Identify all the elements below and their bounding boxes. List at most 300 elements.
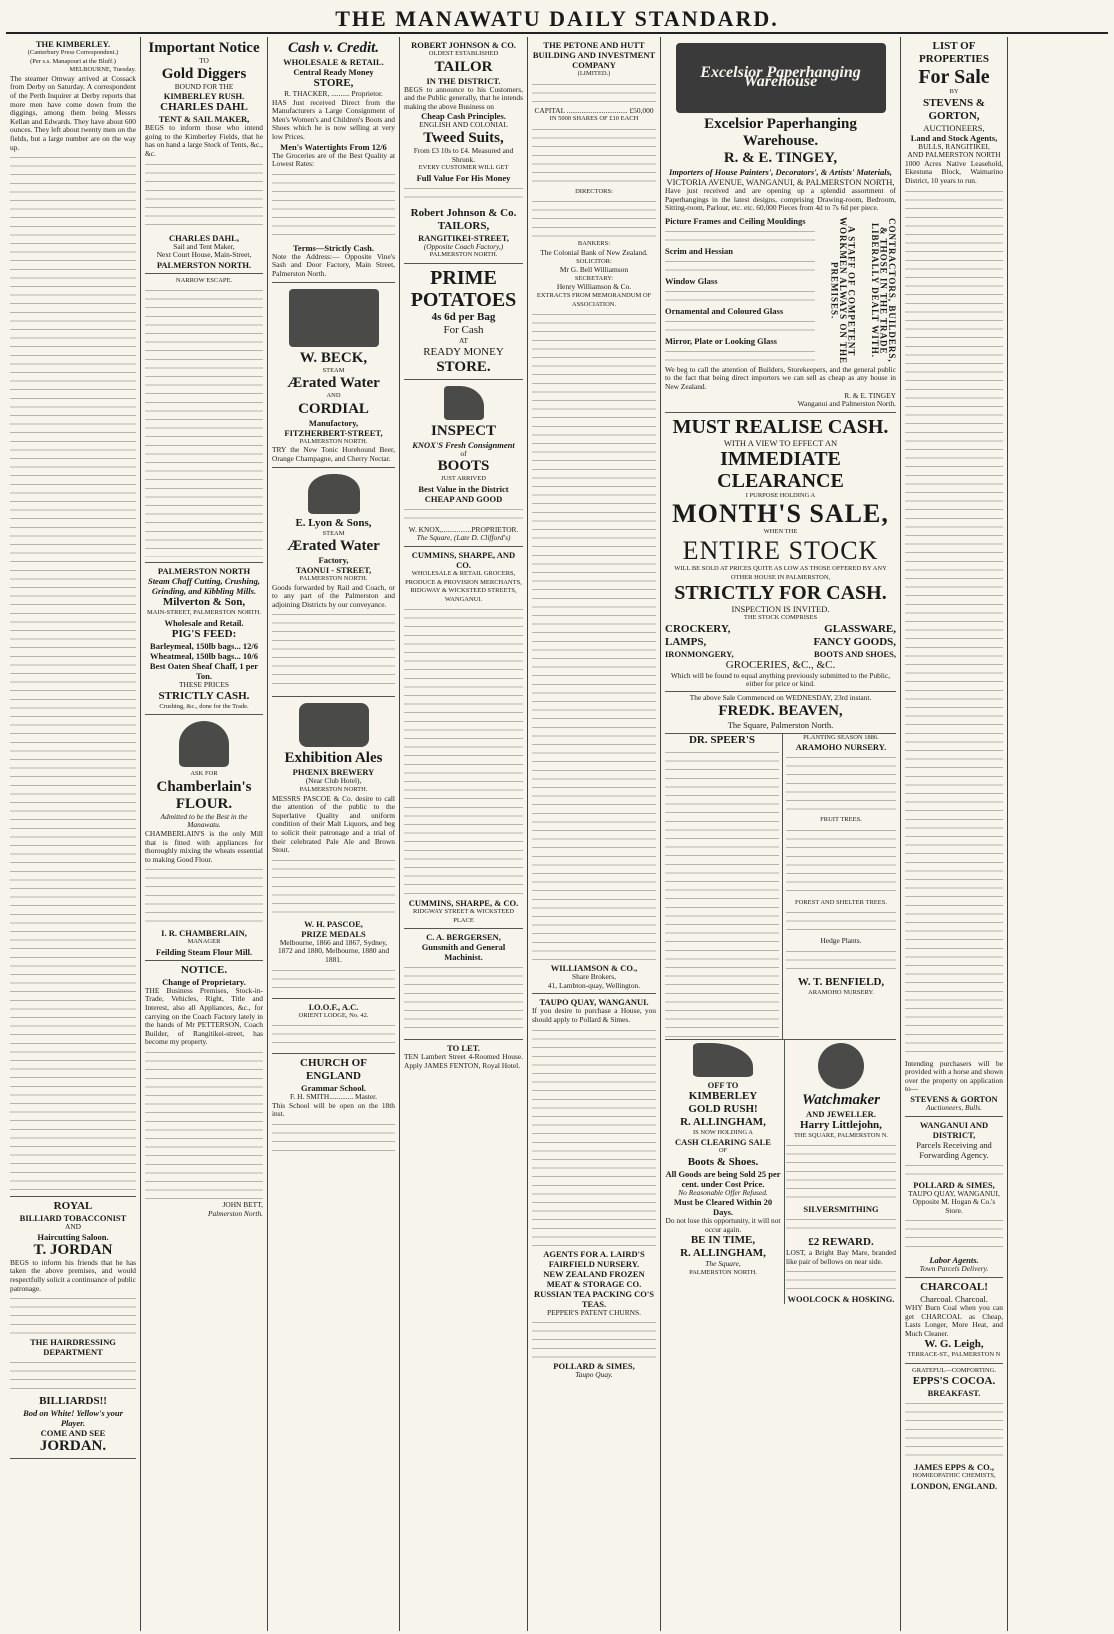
speer-title: DR. SPEER'S: [688, 733, 756, 746]
beaven-row-1: [665, 623, 896, 636]
epps-grateful: GRATEFUL—COMFORTING.: [912, 1366, 996, 1374]
allingham-town: PALMERSTON NORTH.: [689, 1269, 757, 1277]
petone-solicitor-name: Mr G. Bell Williamson: [559, 265, 629, 275]
lyon-taonui: TAONUI - STREET,: [295, 565, 372, 576]
chamberlain-name: I. R. CHAMBERLAIN,: [161, 928, 247, 939]
beaven-glassware: GLASSWARE,: [824, 622, 896, 635]
notice-change: Change of Proprietary.: [162, 976, 246, 987]
bergersen-ad: [404, 929, 523, 1040]
milverton-crushing: Crushing, &c., done for the Trade.: [159, 702, 249, 710]
notice-town: Palmerston North.: [207, 1208, 263, 1218]
tingey-ad: [665, 37, 896, 413]
jordan-body: BEGS to inform his friends that he has taken the above premises, and would respectfully solicit a continuance of public patronage.: [10, 1257, 136, 1293]
beck-try: TRY the New Tonic Horehound Beer, Orange Champagne, and Cherry Nectar.: [272, 445, 395, 463]
clock-illustration: [818, 1043, 864, 1089]
beaven-commenced: The above Sale Commenced on WEDNESDAY, 23rd instant.: [689, 692, 872, 702]
beaven-ad: [665, 413, 896, 734]
epps-cocoa: EPPS'S COCOA.: [912, 1375, 996, 1388]
grammar-body: This School will be open on the 18th inst.: [272, 1100, 395, 1119]
epps-homeopathic: HOMŒOPATHIC CHEMISTS,: [912, 1472, 996, 1480]
jordan-ad: [10, 1196, 136, 1459]
pollard-russian: RUSSIAN TEA PACKING CO'S TEAS.: [534, 1288, 654, 1309]
charcoal-sub: Charcoal. Charcoal.: [920, 1293, 988, 1304]
milverton-strict: STRICTLY CASH.: [158, 689, 250, 702]
pollard-list: [532, 1027, 656, 1247]
allingham-kimberley: KIMBERLEY: [688, 1089, 758, 1102]
tingey-name: R. & E. TINGEY,: [723, 150, 838, 166]
column-7: [901, 37, 1008, 1631]
beaven-name: FREDK. BEAVEN,: [718, 702, 843, 719]
speer-text: [665, 749, 779, 1037]
tolet-heading: TO LET.: [447, 1043, 480, 1054]
jordan-title-3: Haircutting Saloon.: [37, 1231, 109, 1242]
thacker-prop: R. THACKER, .......... Proprietor.: [284, 89, 383, 98]
milverton-wholesale: Wholesale and Retail.: [164, 617, 244, 628]
johnson-oldest: OLDEST ESTABLISHED: [428, 50, 499, 57]
pascoe-text: [272, 857, 395, 917]
tingey-vertical-contractors: CONTRACTORS, BUILDERS, & THOSE IN THE TRADE LIBERALLY DEALT WITH.: [869, 218, 897, 364]
johnson-ad: [404, 37, 523, 264]
escape-heading: NARROW ESCAPE.: [175, 276, 233, 284]
tingey-scrim-text: [665, 258, 815, 274]
thacker-wr: WHOLESALE & RETAIL.: [283, 57, 384, 67]
johnson-street: RANGITIKEI-STREET,: [418, 232, 509, 243]
lyon-text: [272, 611, 395, 691]
benfield-fruit-text: [786, 827, 896, 897]
pascoe-phoenix: PHŒNIX BREWERY: [292, 767, 375, 778]
notice-text: [145, 1049, 263, 1199]
stevens-list: LIST OF PROPERTIES: [919, 40, 989, 65]
benfield-aramoho: ARAMOHO NURSERY.: [808, 988, 874, 996]
allingham-allgoods: All Goods are being Sold 25 per cent. under Cost Price.: [665, 1168, 781, 1189]
beaven-invited: INSPECTION IS INVITED.: [731, 604, 830, 615]
knox-addr: The Square, (Late D. Clifford's): [416, 533, 511, 543]
johnson-text: [404, 185, 523, 205]
article-byline: (Canterbury Press Correspondent.): [27, 49, 119, 56]
parcels-labour: Labor Agents.: [929, 1255, 979, 1266]
chamberlain-mill: Feilding Steam Flour Mill.: [155, 946, 253, 957]
jordan-dept-2: DEPARTMENT: [43, 1347, 103, 1358]
escape-article: [145, 274, 263, 564]
petone-sig-2: Share Brokers,: [572, 972, 616, 982]
charcoal-title: CHARCOAL!: [920, 1280, 988, 1293]
beck-and: AND: [326, 392, 341, 400]
grammar-text: [272, 1121, 395, 1155]
boot-illustration: [444, 386, 484, 420]
wheat-sheaf-illustration: [179, 721, 229, 767]
knox-boots: BOOTS: [437, 458, 490, 475]
reward-heading: £2 REWARD.: [808, 1236, 874, 1249]
tingey-addr: Wanganui and Palmerston North.: [797, 399, 896, 409]
jordan-title: ROYAL: [53, 1200, 93, 1213]
beck-town: PALMERSTON NORTH.: [299, 437, 368, 445]
tingey-lists: [665, 216, 896, 366]
milverton-head: PALMERSTON NORTH: [157, 566, 251, 577]
potatoes-store: STORE.: [436, 358, 491, 375]
beaven-row-3: [665, 649, 896, 659]
grammar-ad: [272, 1054, 395, 1160]
lyon-name: E. Lyon & Sons,: [295, 516, 372, 529]
parcels-opposite: Opposite M. Hogan & Co.'s Store.: [912, 1197, 996, 1215]
littlejohn-addr: THE SQUARE, PALMERSTON N.: [793, 1131, 889, 1139]
thacker-groceries: The Groceries are of the Best Quality at Lowest Rates:: [272, 150, 395, 169]
grammar-school: Grammar School.: [300, 1083, 366, 1094]
dahl-to: TO: [199, 56, 209, 65]
littlejohn-name: Harry Littlejohn,: [800, 1118, 882, 1131]
potatoes-forcash: For Cash: [443, 323, 484, 336]
chamberlain-text: [145, 866, 263, 926]
benfield-hedge-text: [786, 948, 896, 974]
beaven-iron: IRONMONGERY,: [665, 648, 734, 659]
dahl-gold: Gold Diggers: [161, 65, 247, 82]
potatoes-price: 4s 6d per Bag: [431, 310, 496, 323]
stevens-by: BY: [949, 88, 959, 95]
potatoes-title: POTATOES: [410, 288, 517, 311]
tingey-importers: Importers of House Painters', Decorators', & Artists' Materials,: [668, 167, 893, 177]
beck-aerated: Ærated Water: [287, 375, 380, 392]
dahl-bound: BOUND FOR THE: [174, 81, 234, 91]
knox-ad: [404, 380, 523, 547]
allingham-now: IS NOW HOLDING A: [692, 1128, 753, 1136]
epps-text: [905, 1400, 1003, 1460]
stevens-sig-sub: Auctioneers, Bulls.: [925, 1102, 983, 1112]
jordan-dept-text: [10, 1359, 136, 1393]
article-heading: THE KIMBERLEY.: [35, 39, 111, 49]
escape-text: [145, 287, 263, 557]
tingey-mirror: Mirror, Plate or Looking Glass: [665, 335, 777, 346]
lodge-name: I.O.O.F., A.C.: [308, 1001, 359, 1012]
johnson-tweeds-price: From £3 10s to £4. Measured and Shrunk.: [413, 145, 514, 164]
johnson-sig-2: TAILORS,: [437, 219, 490, 232]
chamberlain-mgr: MANAGER: [187, 938, 221, 946]
allingham-goldrush: GOLD RUSH!: [688, 1102, 758, 1115]
milverton-addr: MAIN-STREET, PALMERSTON NORTH.: [147, 609, 261, 617]
cummins-ad: [404, 547, 523, 930]
lyon-town: PALMERSTON NORTH.: [299, 575, 368, 583]
jordan-and: AND: [64, 1222, 81, 1232]
milverton-ad: [145, 563, 263, 715]
johnson-body: BEGS to announce to his Customers, and the Public generally, that he intends making the above Business on: [404, 84, 523, 111]
allingham-ad: [665, 1040, 785, 1305]
jordan-text-block: [10, 1295, 136, 1335]
allingham-cashsale: CASH CLEARING SALE: [675, 1137, 771, 1148]
beaven-month: MONTH'S SALE,: [672, 499, 889, 529]
beaven-entire: ENTIRE STOCK: [682, 535, 879, 565]
grammar-master: F. H. SMITH............. Master.: [289, 1092, 378, 1102]
mid-row: [665, 734, 896, 1040]
jordan-signoff: JORDAN.: [39, 1438, 107, 1455]
dahl-notice: Important Notice: [148, 40, 260, 56]
parcels-text: [905, 1162, 1003, 1178]
parcels-more: [905, 1217, 1003, 1253]
beaven-crockery: CROCKERY,: [665, 622, 731, 635]
dahl-name: CHARLES DAHL: [160, 101, 248, 114]
thacker-waterproof: Men's Watertights From 12/6: [280, 141, 387, 152]
pascoe-sig: W. H. PASCOE,: [304, 918, 363, 929]
epps-sig: JAMES EPPS & CO.,: [913, 1462, 995, 1473]
pascoe-ad: [272, 697, 395, 998]
stevens-forsale: For Sale: [918, 66, 990, 88]
petone-memorandum: [532, 311, 656, 961]
johnson-name: ROBERT JOHNSON & CO.: [411, 40, 516, 50]
knox-text: [404, 506, 523, 524]
pollard-body: If you desire to purchase a House, you should apply to Pollard & Simes.: [532, 1006, 656, 1024]
thacker-price-list: [272, 171, 395, 241]
tingey-sig: R. & E. TINGEY: [844, 390, 896, 400]
knox-arrived: JUST ARRIVED: [441, 475, 486, 483]
stevens-body: 1000 Acres Native Leasehold, Ekestuna Block, Waimarino District, 10 years to run.: [905, 158, 1003, 185]
grammar-church: CHURCH OF ENGLAND: [300, 1057, 367, 1083]
knox-bestvalue: Best Value in the District: [418, 483, 509, 494]
littlejohn-text: [786, 1142, 896, 1202]
stevens-auctioneers: AUCTIONEERS,: [923, 122, 985, 133]
petone-shares: IN 5000 SHARES OF £10 EACH: [549, 115, 639, 123]
dahl-body: BEGS to inform those who intend going to the Kimberley Fields, that he has on hand a large Stock of Tents, &c., &c.: [145, 123, 263, 158]
column-1: [6, 37, 141, 1631]
parcels-pollard: POLLARD & SIMES,: [913, 1179, 995, 1190]
parcels-taupo: TAUPO QUAY, WANGANUI,: [908, 1188, 1000, 1198]
benfield-intro: [786, 754, 896, 814]
lyon-ad: [272, 468, 395, 698]
potatoes-at: AT: [458, 335, 469, 345]
lodge-ad: [272, 999, 395, 1055]
pollard-ad: [532, 994, 656, 1382]
article-dateline: MELBOURNE, Tuesday.: [69, 66, 136, 74]
beaven-fancy: FANCY GOODS,: [813, 635, 896, 648]
cummins-sub: WHOLESALE & RETAIL GROCERS, PRODUCE & PROVISION MERCHANTS,: [405, 569, 522, 586]
benfield-fruit: FRUIT TREES.: [820, 816, 862, 824]
petone-directors: DIRECTORS:: [575, 187, 613, 195]
lodge-text: [272, 1022, 395, 1048]
charcoal-leigh: W. G. Leigh,: [924, 1338, 984, 1351]
beck-name: W. BECK,: [299, 349, 368, 366]
potatoes-prime: PRIME: [430, 266, 497, 289]
petone-secretary-name: Henry Williamson & Co.: [556, 282, 632, 292]
chamberlain-ask: ASK FOR: [190, 770, 218, 778]
notice-heading: NOTICE.: [180, 963, 228, 976]
benfield-planting: PLANTING SEASON 1886.: [803, 733, 879, 741]
soda-machine-illustration: [289, 289, 379, 347]
stevens-bulls: BULLS, RANGITIKEI,: [918, 141, 990, 151]
tingey-victoria: VICTORIA AVENUE, WANGANUI, & PALMERSTON NORTH,: [666, 177, 895, 187]
jordan-title-2: BILLIARD TOBACCONIST: [19, 1213, 127, 1224]
tingey-close: We beg to call the attention of Builders, Storekeepers, and the general public to the fact that being direct importers we can sell as cheap as any house in New Zealand.: [665, 364, 896, 391]
potatoes-ad: [404, 264, 523, 380]
littlejohn-ad: [786, 1040, 896, 1305]
tingey-ornamental-text: [665, 318, 815, 334]
knox-sig: W. KNOX,................PROPRIETOR.: [408, 524, 519, 534]
tingey-scrim: Scrim and Hessian: [665, 245, 734, 256]
article-byline-2: (Per s.s. Manapouri at the Bluff.): [30, 57, 116, 65]
littlejohn-silver-text: [786, 1216, 896, 1234]
milverton-wheat: Wheatmeal, 150lb bags... 10/6: [150, 650, 258, 661]
johnson-tweeds-head: ENGLISH AND COLONIAL: [419, 120, 508, 130]
knox-of: of: [460, 448, 467, 458]
tingey-window: Window Glass: [665, 275, 718, 286]
bergersen-trade: Gunsmith and General Machinist.: [421, 942, 506, 963]
johnson-tweeds: Tweed Suits,: [423, 129, 504, 146]
stevens-intending: Intending purchasers will be provided with a horse and shown over the property on application to—: [905, 1058, 1003, 1094]
beaven-immediate: IMMEDIATE CLEARANCE: [717, 447, 844, 492]
tingey-goods: [665, 216, 815, 366]
petone-ad: [532, 37, 656, 994]
pollard-pepper: PEPPER'S PATENT CHURNS.: [547, 1307, 641, 1317]
jordan-billiards-2: Bod on White! Yellow's your Player.: [23, 1408, 123, 1429]
petone-sig: WILLIAMSON & CO.,: [550, 963, 638, 974]
jordan-dept: THE HAIRDRESSING: [30, 1337, 116, 1348]
stevens-name: STEVENS & GORTON,: [922, 96, 986, 122]
dahl-tent: TENT & SAIL MAKER,: [158, 114, 250, 125]
columns: [6, 37, 1108, 1631]
beck-cordial: CORDIAL: [298, 400, 369, 417]
thacker-body: HAS Just received Direct from the Manufacturers a Large Consignment of Men's Women's and Children's Boots and Shoes which he is now selling at very low Prices.: [272, 97, 395, 141]
pascoe-exhibition: Exhibition Ales: [284, 750, 383, 767]
beaven-when: WHEN THE: [763, 528, 798, 536]
allingham-name: R. ALLINGHAM,: [680, 1115, 766, 1128]
petone-sig-3: 41, Lambton-quay, Wellington.: [547, 980, 641, 990]
bergersen-name: C. A. BERGERSEN,: [426, 932, 501, 943]
chamberlain-sub: Admitted to be the Best in the Manawatu.: [160, 811, 248, 830]
parcels-wanganui: WANGANUI AND DISTRICT,: [919, 1119, 989, 1140]
dahl-ad: [145, 37, 263, 274]
thacker-store: STORE,: [313, 77, 354, 89]
masthead: THE MANAWATU DAILY STANDARD.: [6, 6, 1108, 34]
allingham-bootsshoes: Boots & Shoes.: [687, 1155, 759, 1168]
pascoe-more: [272, 967, 395, 993]
epps-ad: [905, 1364, 1003, 1494]
petone-secretary: SECRETARY:: [574, 274, 614, 282]
dahl-addr: Next Court House, Main-Street,: [156, 250, 252, 260]
johnson-opp: (Opposite Coach Factory,): [423, 241, 504, 251]
dahl-sig: CHARLES DAHL,: [169, 232, 239, 243]
pascoe-town: PALMERSTON NORTH.: [299, 786, 368, 794]
parcels-town: Town Parcels Delivery.: [919, 1264, 989, 1274]
beaven-comprises: THE STOCK COMPRISES: [743, 614, 818, 622]
beaven-will: WILL BE SOLD AT PRICES QUITE AS LOW AS THOSE OFFERED BY ANY OTHER HOUSE IN PALMERSTON,: [674, 564, 887, 581]
cummins-addr: RIDGWAY & WICKSTEED STREETS, WANGANUI.: [410, 587, 517, 603]
knox-inspect: INSPECT: [430, 422, 497, 439]
beaven-boots: BOOTS AND SHOES,: [814, 648, 896, 659]
barrel-illustration: [299, 703, 369, 747]
johnson-sig: Robert Johnson & Co.: [410, 206, 517, 219]
tingey-frames-text: [665, 228, 815, 244]
column-2: [141, 37, 268, 1631]
tolet-ad: [404, 1040, 523, 1073]
milverton-pig: PIG'S FEED:: [171, 627, 237, 640]
dahl-text: [145, 161, 263, 231]
stevens-listing: [905, 188, 1003, 1058]
epps-london: LONDON, ENGLAND.: [910, 1481, 998, 1492]
pollard-addr: Taupo Quay.: [575, 1370, 613, 1380]
bottom-row: [665, 1040, 896, 1305]
petone-extracts: EXTRACTS FROM MEMORANDUM OF ASSOCIATION.: [536, 291, 652, 308]
column-3: [268, 37, 400, 1631]
stevens-land: Land and Stock Agents,: [910, 132, 998, 143]
boot-illustration-2: [693, 1043, 753, 1077]
dahl-rush: KIMBERLEY RUSH.: [163, 91, 245, 102]
littlejohn-watchmaker: Watchmaker: [801, 1091, 881, 1108]
lodge-name-2: ORIENT LODGE, No. 42.: [298, 1011, 369, 1019]
charcoal-terrace: TERRACE-ST., PALMERSTON N: [907, 1351, 1001, 1359]
beck-fitz: FITZHERBERT-STREET,: [284, 427, 383, 438]
tingey-ornamental: Ornamental and Coloured Glass: [665, 305, 784, 316]
reward-sig: WOOLCOCK & HOSKING.: [787, 1294, 895, 1305]
allingham-closed: Must be Cleared Within 20 Days.: [673, 1197, 773, 1218]
beaven-square: The Square, Palmerston North.: [727, 719, 834, 730]
stevens-sig: STEVENS & GORTON: [910, 1093, 998, 1104]
thacker-terms: Terms—Strictly Cash.: [293, 242, 374, 253]
petone-solicitor: SOLICITOR:: [576, 257, 612, 265]
milverton-terms: THESE PRICES: [179, 679, 229, 689]
notice-ad: [145, 961, 263, 1221]
johnson-district: IN THE DISTRICT.: [426, 75, 501, 86]
beaven-row-2: [665, 636, 896, 649]
article-body: The steamer Omway arrived at Cossack from Derby on Saturday. A correspondent of the Perth Inquirer at Derby reports that more men have come down from the diggings, among them being Messrs Kellan and Edwards. They have about 600 ounces. They left about twenty men on the fields, but a large number are on the way up.: [10, 73, 136, 152]
pascoe-phoenix-sub: (Near Club Hotel),: [305, 776, 362, 786]
chamberlain-body: CHAMBERLAIN'S is the only Mill that is fitted with appliances for thoroughly mixing the wheats essential to making Good Flour.: [145, 828, 263, 864]
cummins-name: CUMMINS, SHARPE, AND CO.: [411, 549, 516, 570]
chamberlain-flour: Chamberlain's FLOUR.: [156, 778, 252, 812]
johnson-every: EVERY CUSTOMER WILL GET: [418, 164, 509, 172]
stevens-and: AND PALMERSTON NORTH: [907, 150, 1001, 160]
tingey-frames: Picture Frames and Ceiling Mouldings: [665, 215, 806, 226]
jordan-name: T. JORDAN: [33, 1241, 113, 1258]
dahl-sig-2: Sail and Tent Maker,: [173, 241, 235, 251]
thacker-address: Note the Address:— Opposite Vine's Sash and Door Factory, Main Street, Palmerston North.: [272, 251, 395, 278]
chamberlain-ad: [145, 715, 263, 961]
lyon-body: Goods forwarded by Rail and Coach, or to any part of the Palmerston and adjoining Districts by our conveyance.: [272, 582, 395, 609]
johnson-value: Full Value For His Money: [416, 172, 511, 183]
bergersen-text: [404, 964, 523, 1034]
column-5: [528, 37, 661, 1631]
pollard-taupo: TAUPO QUAY, WANGANUI.: [539, 997, 649, 1008]
milverton-sub: Steam Chaff Cutting, Crushing, Grinding, and Kibbling Mills.: [147, 576, 261, 597]
benfield-forest-text: [786, 909, 896, 935]
jordan-come: COME AND SEE: [40, 1428, 106, 1439]
allingham-donotlose: Do not lose this opportunity, it will not occur again.: [665, 1216, 781, 1234]
pollard-agents: AGENTS FOR A. LAIRD'S FAIRFIELD NURSERY.: [543, 1248, 645, 1269]
allingham-offto: OFF TO: [707, 1079, 739, 1090]
petone-reg: [532, 81, 656, 105]
lyon-aerated: Ærated Water: [287, 538, 380, 555]
littlejohn-silver: SILVERSMITHING: [803, 1204, 879, 1215]
thacker-central: Central Ready Money: [293, 67, 374, 77]
pollard-sig: POLLARD & SIMES,: [553, 1361, 635, 1372]
beaven-lamps: LAMPS,: [665, 635, 707, 648]
petone-directors-list: [532, 198, 656, 238]
beaven-groceries: GROCERIES, &C., &C.: [725, 658, 836, 671]
milverton-oats: Best Oaten Sheaf Chaff, 1 per Ton.: [149, 660, 259, 681]
petone-limited: (LIMITED.): [577, 70, 611, 77]
tingey-excelsior: Excelsior Paperhanging Warehouse.: [704, 116, 857, 149]
allingham-of: OF: [718, 1147, 728, 1155]
benfield-nursery: ARAMOHO NURSERY.: [795, 742, 887, 753]
lion-illustration: [308, 474, 360, 514]
beaven-strictly: STRICTLY FOR CASH.: [674, 582, 887, 605]
reward-text: [786, 1268, 896, 1292]
beaven-holding: I PURPOSE HOLDING A: [745, 491, 816, 499]
milverton-barley: Barleymeal, 150lb bags... 12/6: [150, 640, 258, 651]
cummins-addr-2: RIDGWAY STREET & WICKSTEED PLACE: [413, 908, 514, 924]
speer-ad: [665, 734, 783, 1039]
allingham-noreason: No Reasonable Offer Refused.: [678, 1187, 768, 1197]
tingey-window-text: [665, 288, 815, 304]
charcoal-body: WHY Burn Coal when you can get CHARCOAL as Cheap, Lasts Longer, More Heat, and Much Cleaner.: [905, 1302, 1003, 1338]
tingey-mirror-text: [665, 348, 815, 364]
thacker-ad: [272, 37, 395, 283]
column-6: [661, 37, 901, 1631]
pollard-text: [532, 1319, 656, 1359]
